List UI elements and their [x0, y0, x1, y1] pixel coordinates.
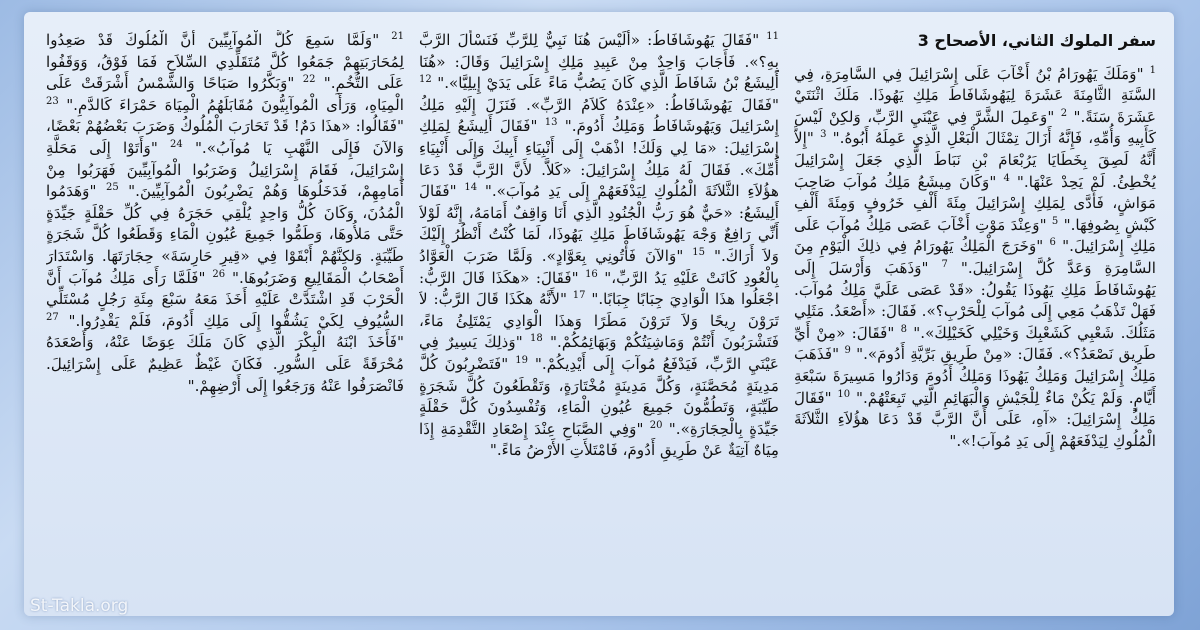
verse-text: "وَهَدَمُوا الْمُدُنَ، وَكَانَ كُلُّ وَاحِدٍ يُلْقِي حَجَرَهُ فِي كُلِّ حَقْلَةٍ جَيِّدَةٍ حَتَّى مَلأُوهَا، وَطَمُّوا جَمِيعَ عُيُونِ الْمَاءِ وَقَطَعُوا كُلَّ شَجَرَةٍ طَيِّبَةٍ. وَلكِنَّهُمْ أَبْقَوْا فِي «قِيرِ حَارِسَةَ» حِجَارَتَهَا. وَاسْتَدَارَ أَصْحَابُ الْمَقَالِيعِ وَضَرَبُوهَا.": [46, 182, 404, 287]
verse-number: 6: [1049, 237, 1056, 249]
verse-text: "فَقَالَ: «هكَذَا قَالَ الرَّبُّ: اجْعَلُوا هذَا الْوَادِيَ جِبَابًا جِبَابًا.": [419, 268, 779, 309]
verse-text: "وَكَانَ مِيشَعُ مَلِكُ مُوآبَ صَاحِبَ مَوَاشٍ، فَأَدَّى لِمَلِكِ إِسْرَائِيلَ مِئَةَ أَلْفِ خَرُوفٍ وَمِئَةَ أَلْفِ كَبْشٍ بِصُوفِهَا.": [794, 172, 1156, 234]
verse-text: "فَقَالَ مَلِكُ إِسْرَائِيلَ: «آهِ، عَلَى أَنَّ الرَّبَّ قَدْ دَعَا هؤُلاَءِ الثَّلاَثَةَ الْمُلُوكِ لِيَدْفَعَهُمْ إِلَى يَدِ مُوآبَ!».": [794, 388, 1156, 450]
verse-text: "وَعَمِلَ الشَّرَّ فِي عَيْنَيِ الرَّبِّ، وَلكِنْ لَيْسَ كَأَبِيهِ وَأُمِّهِ، فَإِنَّهُ أَزَالَ تِمْثَالَ الْبَعْلِ الَّذِي عَمِلَهُ أَبُوهُ.": [794, 107, 1156, 148]
verse-number: 10: [837, 388, 851, 400]
verse-text: "فَقَالَ: «مِنْ أَيِّ طَرِيق نَصْعَدُ؟». فَقَالَ: «مِنْ طَرِيقِ بَرِّيَّةِ أَدُومَ».": [794, 323, 1156, 364]
verse-number: 25: [105, 182, 119, 194]
verse-number: 21: [391, 30, 404, 42]
verse: [419, 31, 779, 92]
verse-text: "فَلَمَّا رَأَى مَلِكُ مُوآبَ أَنَّ الْحَرْبَ قَدِ اشْتَدَّتْ عَلَيْهِ أَخَذَ مَعَهُ سَبْعَ مِئَةِ رَجُلٍ مُسْتَلِّي السُّيُوفِ لِكَيْ يَشُقُّوا إِلَى مَلِكِ أَدُومَ، فَلَمْ يَقْدِرُوا.": [46, 268, 404, 330]
verse-number: 22: [302, 74, 316, 86]
verse-number: 3: [820, 129, 827, 141]
verse-number: 23: [46, 95, 59, 107]
verse-text: "وَخَرَجَ الْمَلِكُ يَهُورَامُ فِي ذلِكَ الْيَوْمِ مِنَ السَّامِرَةِ وَعَدَّ كُلَّ إِسْرَائِيلَ.": [794, 237, 1156, 277]
verse-text: "وَلَمَّا سَمِعَ كُلُّ الْمُوآبِيِّينَ أَنَّ الْمُلُوكَ قَدْ صَعِدُوا لِمُحَارَبَتِهِمْ جَمَعُوا كُلَّ مُتَقَلِّدِي السِّلاَحِ فَمَا فَوْقُ، وَوَقَفُوا عَلَى التُّخُمِ.": [46, 31, 404, 93]
verse-number: 5: [1051, 215, 1059, 227]
verse-text: "وَعِنْدَ مَوْتِ أَخْآبَ عَصَى مَلِكُ مُوآبَ عَلَى مَلِكِ إِسْرَائِيلَ.": [794, 215, 1156, 256]
verse-number: 27: [46, 311, 59, 323]
verse-text: "وَمَلَكَ يَهُورَامُ بْنُ أَخْآبَ عَلَى إِسْرَائِيلَ فِي السَّامِرَةِ، فِي السَّنَةِ الثَّامِنَةَ عَشَرَةَ لِيَهُوشَافَاطَ مَلِكِ يَهُوذَا. مَلَكَ اثْنَتَيْ عَشَرَةَ سَنَةً.": [794, 64, 1156, 126]
verse-number: 1: [1149, 64, 1156, 76]
verse-number: 2: [1060, 107, 1068, 119]
verse-number: 4: [1003, 172, 1010, 184]
verse-number: 8: [900, 323, 907, 335]
verse-number: 20: [649, 419, 663, 431]
verse-number: 24: [170, 138, 183, 150]
verse-text: "فَتَضْرِبُونَ كُلَّ مَدِينَةٍ مُحَصَّنَةٍ، وَكُلَّ مَدِينَةٍ مُخْتَارَةٍ، وَتَقْطَعُونَ كُلَّ شَجَرَةٍ طَيِّبَةٍ، وَتَطُمُّونَ جَمِيعَ عُيُونِ الْمَاءِ، وَتُفْسِدُونَ كُلَّ حَقْلَةٍ جَيِّدَةٍ بِالْحِجَارَةِ».": [419, 354, 779, 438]
verse-number: 9: [844, 345, 851, 357]
text-panel: [24, 12, 1174, 616]
verse-number: 12: [419, 74, 432, 86]
verse-text: "وَالآنَ فَأْتُونِي بِعَوَّادٍ». وَلَمَّا ضَرَبَ الْعَوَّادُ بِالْعُودِ كَانَتْ عَلَيْهِ يَدُ الرَّبِّ،": [419, 246, 779, 287]
verse-text: "فَقَالَ يَهُوشَافَاطُ: «عِنْدَهُ كَلاَمُ الرَّبِّ». فَنَزَلَ إِلَيْهِ مَلِكُ إِسْرَائِيلَ وَيَهُوشَافَاطُ وَمَلِكُ أَدُومَ.": [419, 95, 779, 136]
verse-text: "فَقَالُوا: «هذَا دَمٌ! قَدْ تَحَارَبَ الْمُلُوكُ وَضَرَبَ بَعْضُهُمْ بَعْضًا، وَالآنَ فَإِلَى النَّهْبِ يَا مُوآبُ».": [46, 117, 404, 157]
verse-text: "وَأَتَوْا إِلَى مَحَلَّةِ إِسْرَائِيلَ، فَقَامَ إِسْرَائِيلُ وَضَرَبُوا الْمُوآبِيِّينَ فَهَرَبُوا مِنْ أَمَامِهِمْ، فَدَخَلُوهَا وَهُمْ يَضْرِبُونَ الْمُوآبِيِّينَ.": [46, 138, 404, 201]
verse-number: 17: [572, 290, 586, 302]
verse-text: "وَبَكَّرُوا صَبَاحًا وَالشَّمْسُ أَشْرَقَتْ عَلَى الْمِيَاهِ، وَرَأَى الْمُوآبِيُّونَ مُقَابَلَهُمُ الْمِيَاهَ حَمْرَاءَ كَالدَّمِ.": [46, 74, 404, 114]
verse-number: 18: [530, 333, 543, 345]
verse-number: 13: [544, 117, 558, 129]
verse-text: "وَذلِكَ يَسِيرٌ فِي عَيْنَيِ الرَّبِّ، فَيَدْفَعُ مُوآبَ إِلَى أَيْدِيكُمْ.": [419, 333, 779, 373]
verse-number: 26: [212, 268, 226, 280]
verse-text: "لأَنَّهُ هكَذَا قَالَ الرَّبُّ: لاَ تَرَوْنَ رِيحًا وَلاَ تَرَوْنَ مَطَرًا وَهذَا الْوَادِي يَمْتَلِئُ مَاءً، فَتَشْرَبُونَ أَنْتُمْ وَمَاشِيَتُكُمْ وَبَهَائِمُكُمْ.": [419, 290, 779, 352]
verse-number: 16: [585, 268, 598, 280]
text-column-3: [46, 30, 404, 602]
verse-number: 19: [515, 354, 528, 366]
verse-text: "فَأَخَذَ ابْنَهُ الْبِكْرَ الَّذِي كَانَ مَلَكَ عِوَضًا عَنْهُ، وَأَصْعَدَهُ مُحْرَقَةً عَلَى السُّورِ. فَكَانَ غَيْظٌ عَظِيمٌ عَلَى إِسْرَائِيلَ. فَانْصَرَفُوا عَنْهُ وَرَجَعُوا إِلَى أَرْضِهِمْ.": [46, 333, 404, 395]
verse-number: 14: [464, 182, 478, 194]
text-column-1: [794, 30, 1156, 602]
verse-number: 11: [766, 30, 779, 42]
verse-text: "فَقَالَ أَلِيشَعُ: «حَيٌّ هُوَ رَبُّ الْجُنُودِ الَّذِي أَنَا وَاقِفٌ أَمَامَهُ، إِنَّهُ لَوْلاَ أَنِّي رَافِعٌ وَجْهَ يَهُوشَافَاطَ مَلِكِ يَهُوذَا، لَمَا كُنْتُ أَنْظُرُ إِلَيْكَ وَلاَ أَرَاكَ.": [419, 182, 779, 265]
verse-text: "فَقَالَ يَهُوشَافَاطُ: «أَلَيْسَ هُنَا نَبِيٌّ لِلرَّبِّ فَنَسْأَلَ الرَّبَّ بِهِ؟». فَأَجَابَ وَاحِدٌ مِنْ عَبِيدِ مَلِكِ إِسْرَائِيلَ وَقَالَ: «هُنَا أَلِيشَعُ بْنُ شَافَاطَ الَّذِي كَانَ يَصُبُّ مَاءً عَلَى يَدَيْ إِيلِيَّا».": [419, 31, 779, 93]
verse-text: "فَذَهَبَ مَلِكُ إِسْرَائِيلَ وَمَلِكُ يَهُوذَا وَمَلِكُ أَدُومَ وَدَارُوا مَسِيرَةَ سَبْعَةِ أَيَّامٍ. وَلَمْ يَكُنْ مَاءٌ لِلْجَيْشِ وَالْبَهَائِمِ الَّتِي تَبِعَتْهُمْ.": [794, 345, 1156, 407]
verse-text: "فَقَالَ أَلِيشَعُ لِمَلِكِ إِسْرَائِيلَ: «مَا لِي وَلَكَ! اذْهَبْ إِلَى أَنْبِيَاءِ أَبِيكَ وَإِلَى أَنْبِيَاءِ أُمِّكَ». فَقَالَ لَهُ مَلِكُ إِسْرَائِيلَ: «كَلاَّ. لأَنَّ الرَّبَّ قَدْ دَعَا هؤُلاَءِ الثَّلاَثَةَ الْمُلُوكِ لِيَدْفَعَهُمْ إِلَى يَدِ مُوآبَ».": [419, 117, 779, 201]
verse-text: "وَذَهَبَ وَأَرْسَلَ إِلَى يَهُوشَافَاطَ مَلِكِ يَهُوذَا يَقُولُ: «قَدْ عَصَى عَلَيَّ مَلِكُ مُوآبَ. فَهَلْ تَذْهَبُ مَعِي إِلَى مُوآبَ لِلْحَرْبِ؟». فَقَالَ: «أَصْعَدُ. مَثَلِي مَثَلُكَ. شَعْبِي كَشَعْبِكَ وَخَيْلِي كَخَيْلِكَ».": [794, 258, 1156, 342]
chapter-title: سفر الملوك الثاني، الأصحاح 3: [917, 31, 1156, 50]
verse-number: 15: [692, 246, 706, 258]
text-column-2: [419, 30, 779, 602]
verse-text: "وَفِي الصَّبَاحِ عِنْدَ إِصْعَادِ التَّقْدِمَةِ إِذَا مِيَاهٌ آتِيَةٌ عَنْ طَرِيقِ أَدُومَ، فَامْتَلأَتِ الأَرْضُ مَاءً.": [419, 419, 779, 460]
verse-number: 7: [941, 258, 948, 270]
site-watermark: St-Takla.org: [30, 596, 129, 616]
verse-text: "إِلاَّ أَنَّهُ لَصِقَ بِخَطَايَا يَرُبْعَامَ بْنِ نَبَاطَ الَّذِي جَعَلَ إِسْرَائِيلَ يُخْطِئُ. لَمْ يَحِدْ عَنْهَا.": [794, 129, 1156, 191]
